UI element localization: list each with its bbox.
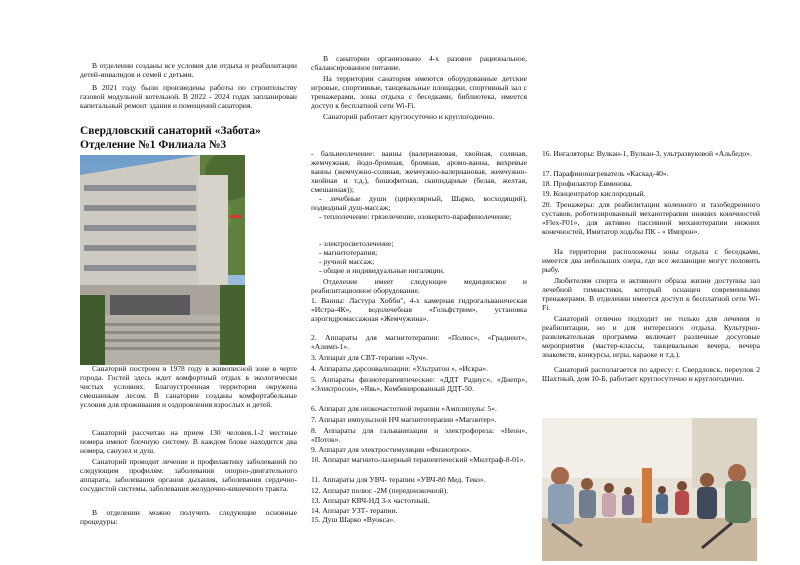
body-paragraph-4: В отделении можно получить следующие основные процедуры:: [80, 508, 297, 526]
intro-paragraph-1: В отделении созданы все условия для отдыха и реабилитации детей-инвалидов и семей с детьми.: [80, 61, 297, 79]
lakes-paragraph: На территории расположены зоны отдыха с беседками, имеется два небольших озера, где все желающие могут половить рыбу.: [542, 247, 760, 274]
equipment-item-7: 7. Аппарат импульсной НЧ магнитотерапии «Магнитер».: [311, 415, 497, 424]
exercise-group-photo: [542, 418, 757, 561]
equipment-item-10: 10. Аппарат магнито-лазерный терапевтический «Милтраф-8-01».: [311, 455, 526, 464]
meal-paragraph: В санатории организовано 4-х разовое рациональное, сбалансированное питание.: [311, 54, 527, 72]
equipment-item-12: 12. Аппарат полюс -2М (переднизкочной).: [311, 486, 449, 495]
building-photo: [80, 155, 245, 365]
building-illustration: [80, 155, 245, 365]
procedures-paragraph: - бальнеолечение: ванны (валериановая, хвойная, соляная, жемчужная, йодо-бромная, бромная, аромо-ванна, вихревые ванны (жемчужно-соляная, жемчужно-валериановая, жемчужно-хвойная и т.д.), бишофитная, скипидарные (белая, желтая, смешанная));: [311, 149, 527, 194]
page-subtitle: Отделение №1 Филиала №3: [80, 139, 227, 151]
leisure-paragraph: Санаторий отлично подходит не только для лечения и реабилитации, но и для интересного отдыха. Культурно-развлекательная программа включает различные досуговые мероприятия (мастер-классы, танцевальные вечера, вечера знакомств, конкурсы, игры, караоке и т.д.).: [542, 314, 760, 359]
equipment-item-17: 17. Парафинонагреватель «Каскад-40».: [542, 169, 669, 178]
procedure-item-3: - электросветолечение;: [319, 239, 394, 248]
equipment-intro: Отделение имеет следующее медицинское и реабилитационное оборудование.: [311, 277, 527, 295]
equipment-item-20: 20. Тренажеры: для реабилитации коленного и тазобедренного суставов, роботизированный механотерапии нижних конечностей «Flex-F01», для активно пассивной механотерапии нижних конечностей, Имитатор ходьбы ПК - « Импрон».: [542, 200, 760, 236]
equipment-item-15: 15. Душ Шарко «Вуокса».: [311, 515, 396, 524]
body-paragraph-1: Санаторий построен в 1978 году в живописной зоне в черте города. Гостей здесь ждет комфортный отдых в экологически чистых условиях. Благоустроенная территория окружена смешанным лесом. В санатории созданы комфортабельные условия для проживания и оздоровления взрослых и детей.: [80, 364, 297, 409]
equipment-item-1: 1. Ванны: Ластура Хобби", 4-х камерная гидрогальваническая «Истра-4К», водолечебная «Гольфстрим», установка аэрогидромассажная «Жемчужина».: [311, 296, 527, 323]
exercise-group-illustration: [542, 418, 757, 561]
equipment-item-16: 16. Ингаляторы: Вулкан-1, Вулкан-3, ультразвуковой «Альбедо».: [542, 149, 752, 158]
equipment-item-2: 2. Аппараты для магнитотерапии: «Полюс», «Градиент», «Алимп-1».: [311, 333, 527, 351]
working-hours-paragraph: Санаторий работает круглосуточно и круглогодично.: [323, 112, 495, 121]
equipment-item-6: 6. Аппарат для низкочастотной терапии «Амплипульс 5».: [311, 404, 497, 413]
equipment-item-9: 9. Аппарат для электростимуляции «Физиотрон».: [311, 445, 472, 454]
territory-paragraph: На территории санатория имеются оборудованные детские игровые, спортивные, танцевальные площадки, спортивный зал с тренажерами, зоны отдыха с беседками, библиотека, имеется доступ к бесплатной сети Wi-Fi.: [311, 74, 527, 110]
body-paragraph-2: Санаторий рассчитан на прием 130 человек.1-2 местные номера имеют блочную систему. В каждом блоке находится два номера, санузел и душ.: [80, 428, 297, 455]
intro-paragraph-2: В 2021 году были произведены работы по строительству газовой модульной котельной. В 2022 - 2024 годах запланирован капитальный ремонт здания и помещений санатория.: [80, 83, 297, 110]
address-paragraph: Санаторий располагается по адресу: г. Свердловск, переулок 2 Шахтный, дом 10-Б, работает круглосуточно и круглогодично.: [542, 365, 760, 383]
equipment-item-13: 13. Аппарат КВЧ-НД 3-х частотный.: [311, 496, 430, 505]
procedure-item-2: - теплолечение: грязелечение, озокерито-парафинолечение;: [319, 212, 512, 221]
sport-paragraph: Любителям спорта и активного образа жизни доступны зал лечебной гимнастики, который оснащен современными тренажерами. В отделении имеется доступ к бесплатной сети Wi-Fi.: [542, 276, 760, 312]
equipment-item-3: 3. Аппарат для СВТ-терапии «Луч».: [311, 353, 428, 362]
procedure-item-1: - лечебные души (циркулярный, Шарко, восходящий), подводный душ-массаж;: [311, 194, 527, 212]
procedure-item-6: - общие и индивидуальные ингаляции.: [319, 266, 445, 275]
equipment-item-8: 8. Аппараты для гальванизации и электрофореза: «Неон», «Поток».: [311, 426, 527, 444]
equipment-item-4: 4. Аппараты дарсонвализации: «Ультратон », «Искра».: [311, 364, 488, 373]
body-paragraph-3: Санаторий проводит лечение и профилактику заболеваний по следующим профилям: заболевания опорно-двигательного аппарата, заболевания органов дыхания, заболевания сердечно-сосудистой системы, заболевания желудочно-кишечного тракта.: [80, 457, 297, 493]
equipment-item-11: 11. Аппараты для УВЧ- терапии «УВЧ-80 Мед. Теко».: [311, 475, 486, 484]
procedure-item-4: - магнитотерапия;: [319, 248, 378, 257]
page-title: Свердловский санаторий «Забота»: [80, 125, 261, 137]
equipment-item-18: 18. Профилактор Евминова.: [542, 179, 633, 188]
equipment-item-5: 5. Аппараты физиотерапевтические: «ДДТ Радиус», «Днепр», «Электросон», «Явь», Комбинированный ДДТ-50.: [311, 375, 527, 393]
equipment-item-19: 19. Концентратор кислородный.: [542, 189, 646, 198]
procedure-item-5: - ручной массаж;: [319, 257, 375, 266]
equipment-item-14: 14. Аппарат УЗТ- терапии.: [311, 506, 398, 515]
